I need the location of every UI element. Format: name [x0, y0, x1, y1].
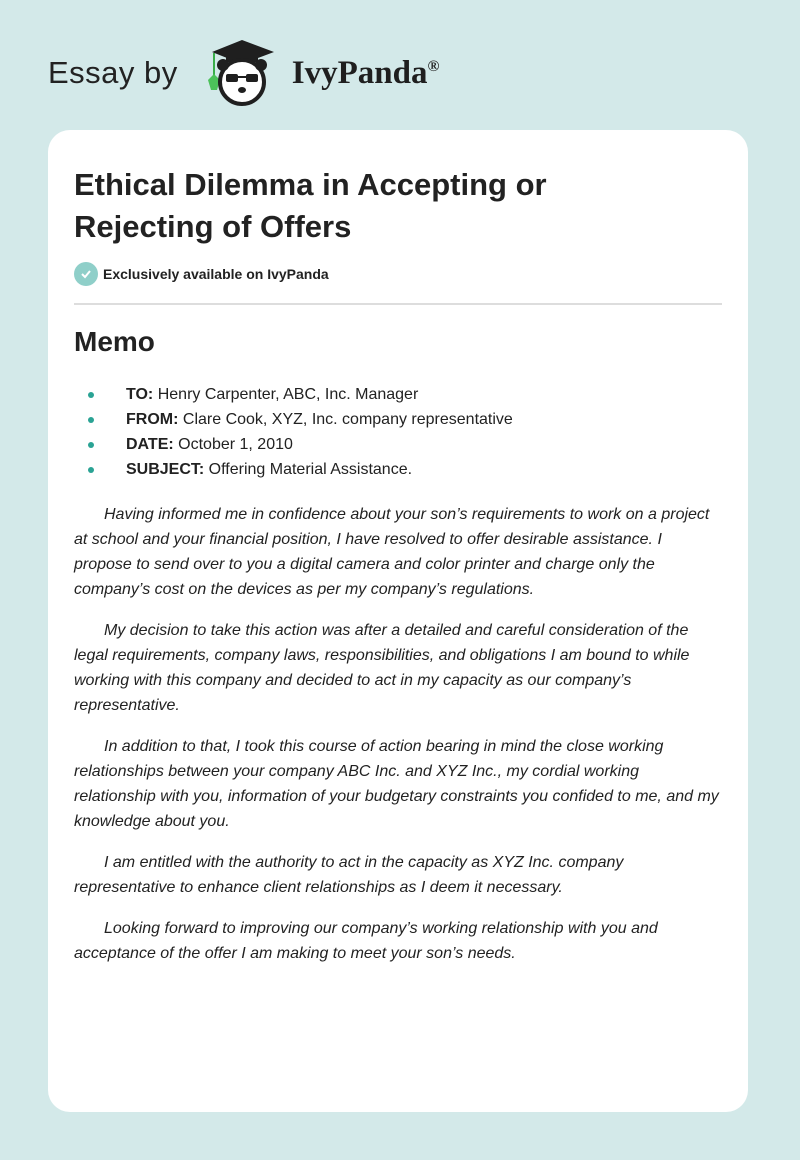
page-title: Ethical Dilemma in Accepting or Rejecting of Offers: [74, 167, 547, 244]
memo-item-date: [74, 432, 714, 457]
memo-list: [74, 382, 714, 482]
memo-value: Offering Material Assistance.: [204, 461, 413, 478]
memo-body: [74, 502, 724, 982]
paragraph: In addition to that, I took this course of action bearing in mind the close working relationships between your company ABC Inc. and XYZ Inc., my cordial working relationship with you, information of your budgetary constraints you confided to me, and my knowledge about you.: [74, 738, 719, 830]
memo-item-from: [74, 407, 714, 432]
divider: [74, 303, 722, 305]
memo-label: DATE:: [126, 436, 174, 453]
paragraph: My decision to take this action was after a detailed and careful consideration of the legal requirements, company laws, responsibilities, and obligations I am bound to while working with this company and decided to act in my capacity as our company’s representative.: [74, 622, 690, 714]
section-heading: Memo: [74, 326, 155, 357]
ivypanda-logo-icon[interactable]: [198, 38, 286, 108]
exclusive-badge: [74, 262, 329, 286]
paragraph: Looking forward to improving our company’s working relationship with you and acceptance of the offer I am making to meet your son’s needs.: [74, 920, 658, 962]
memo-value: October 1, 2010: [173, 436, 293, 453]
brand-name: [292, 55, 440, 92]
paragraph: I am entitled with the authority to act in the capacity as XYZ Inc. company representative to enhance client relationships as I deem it necessary.: [74, 854, 624, 896]
memo-item-to: [74, 382, 714, 407]
site-header: [48, 38, 439, 108]
memo-label: SUBJECT:: [126, 461, 205, 478]
memo-item-subject: [74, 457, 714, 482]
brand-text: IvyPanda: [291, 54, 428, 91]
paragraph: Having informed me in confidence about your son’s requirements to work on a project at school and your financial position, I have resolved to offer desirable assistance. I propose to send over to you a digital camera and color printer and charge only the company’s cost on the devices as per my company’s regulations.: [74, 506, 710, 598]
registered-mark: ®: [427, 57, 440, 75]
memo-label: FROM:: [126, 411, 179, 428]
memo-value: Henry Carpenter, ABC, Inc. Manager: [153, 386, 419, 403]
memo-value: Clare Cook, XYZ, Inc. company representative: [178, 411, 513, 428]
memo-label: TO:: [126, 386, 154, 403]
check-icon: [74, 262, 98, 286]
essay-by-label: Essay by: [48, 55, 178, 90]
badge-text: Exclusively available on IvyPanda: [103, 266, 329, 282]
essay-card: [48, 130, 748, 1112]
